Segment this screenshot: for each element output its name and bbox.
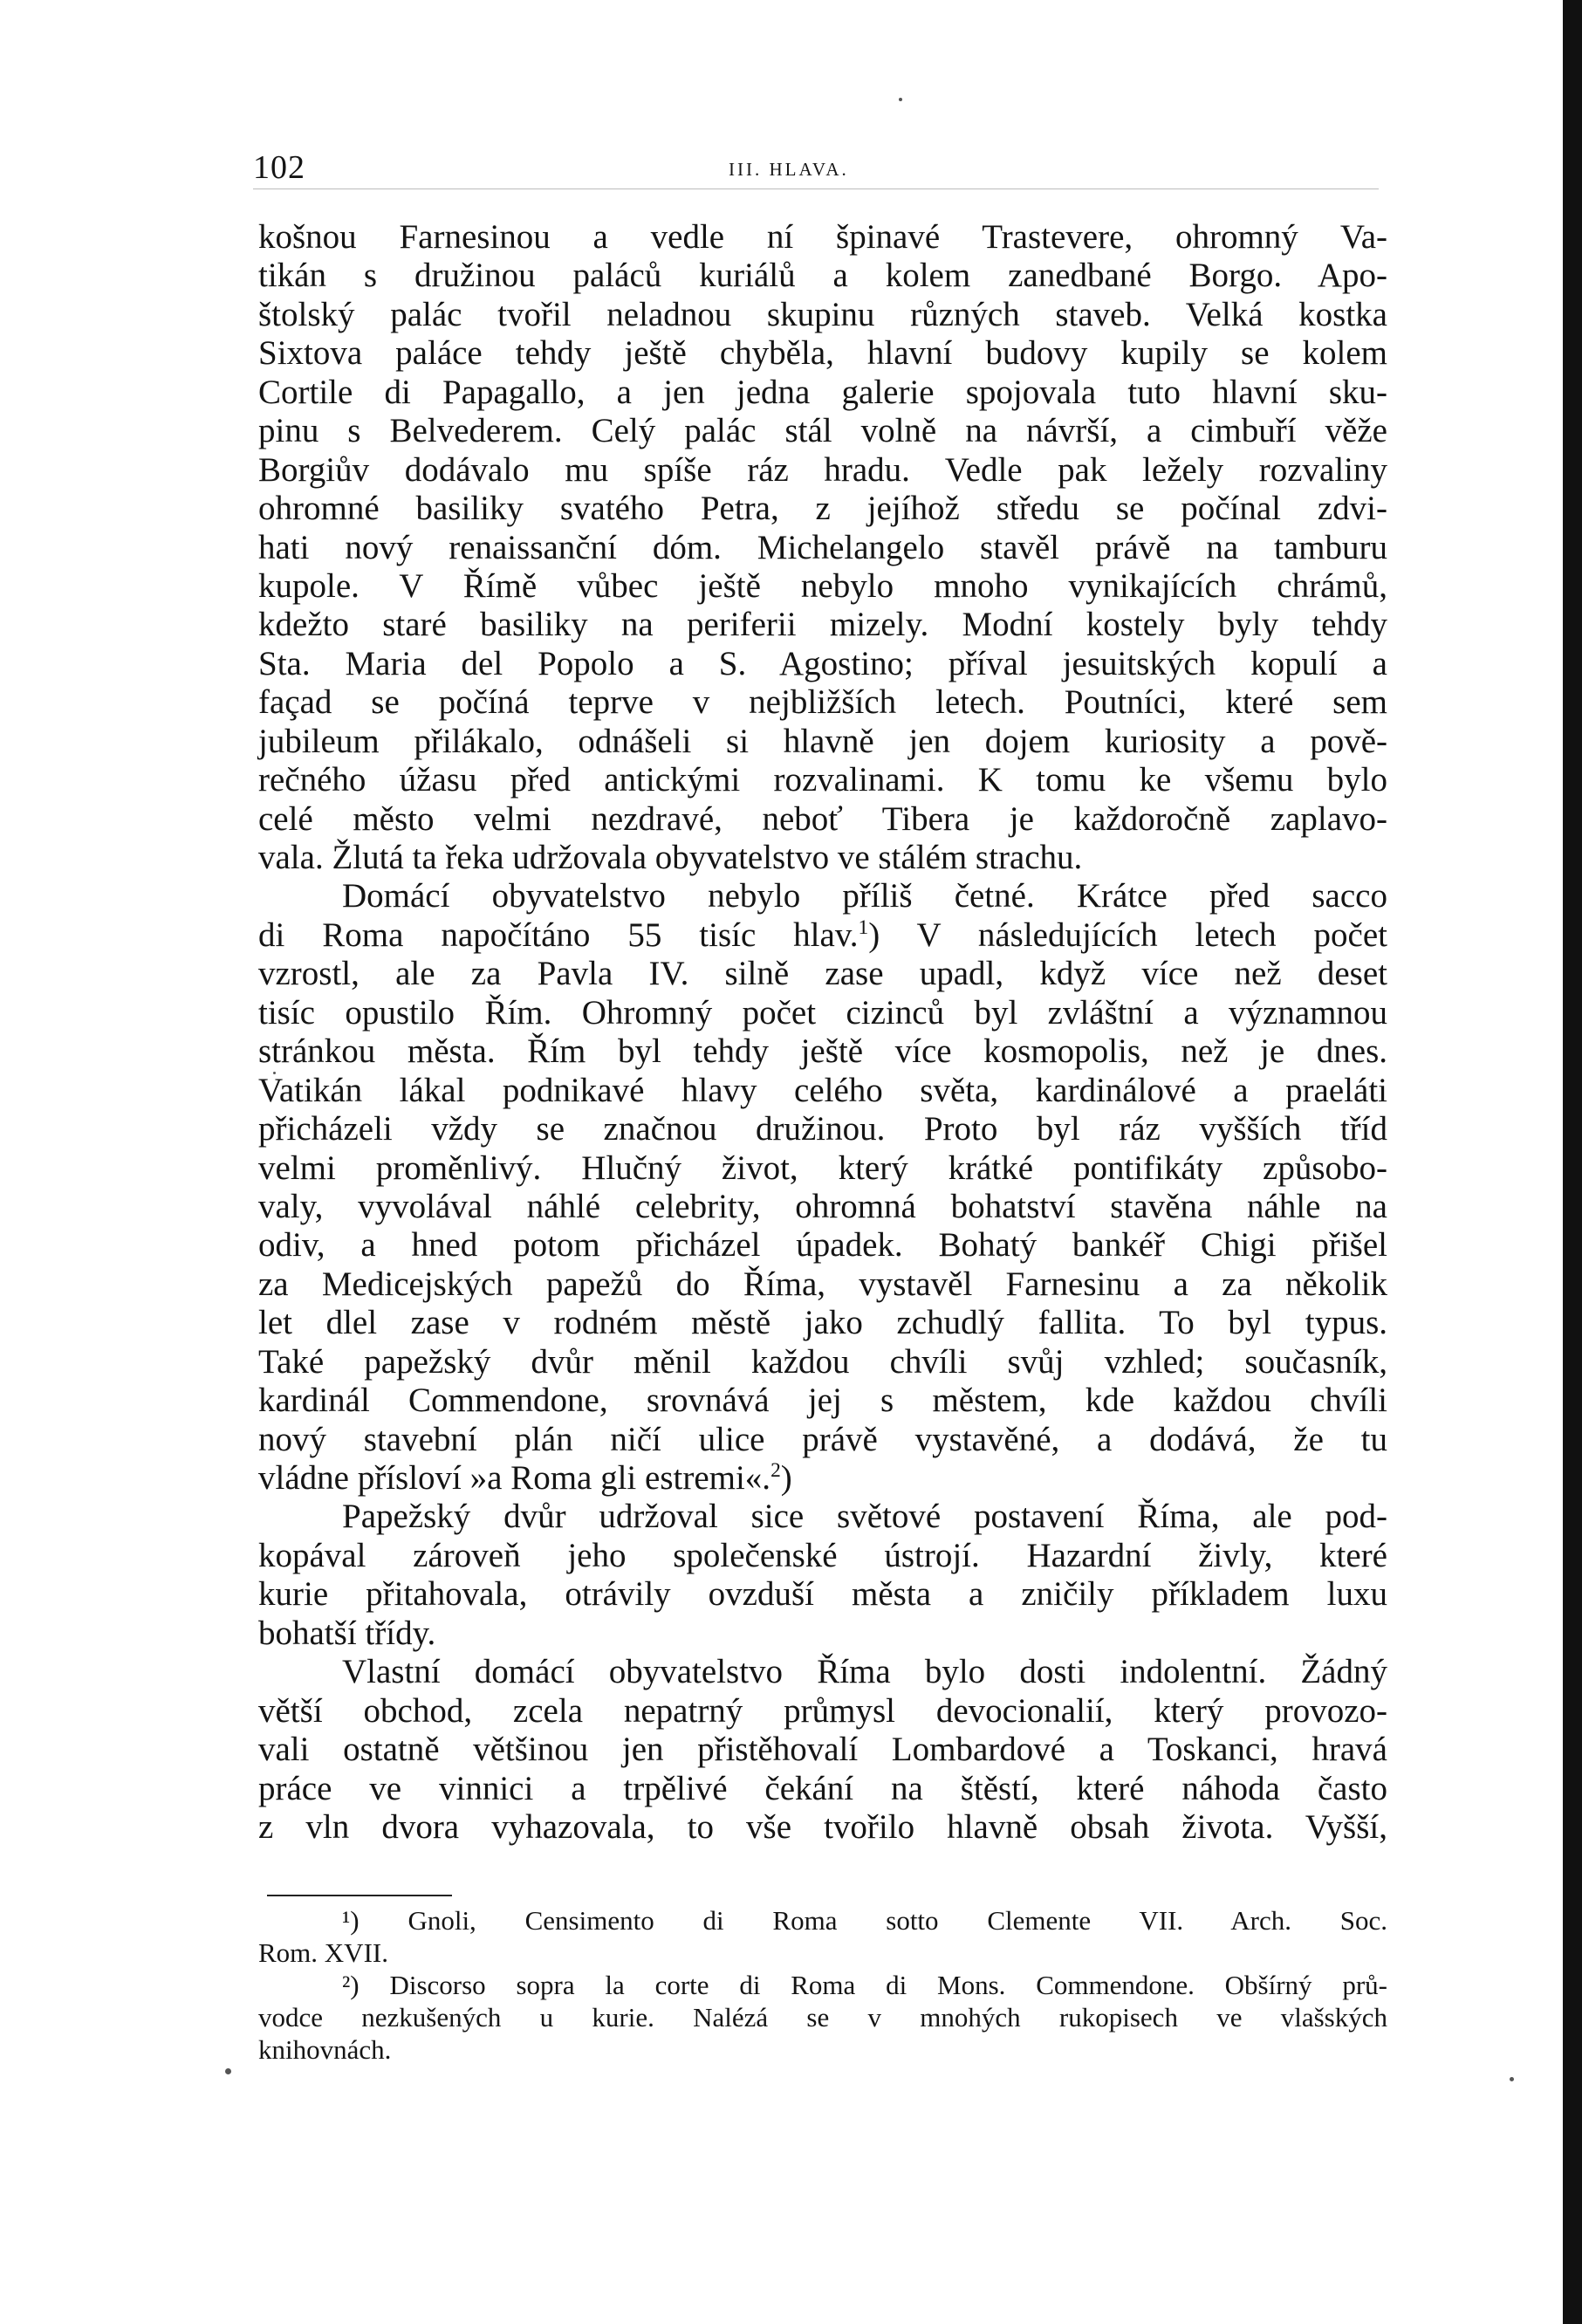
text-line: vala. Žlutá ta řeka udržovala obyvatelstvo ve stálém strachu.	[258, 839, 1083, 876]
footnotes	[258, 1904, 1387, 2066]
footnote-text: Gnoli, Censimento di Roma sotto Clemente VII. Arch. Soc.	[407, 1905, 1388, 1936]
footnote-ref-2: 2	[770, 1459, 781, 1482]
text-line: Papežský dvůr udržoval sice světové postavení Říma, ale pod-	[342, 1498, 1387, 1536]
text-line: hati nový renaissanční dóm. Michelangelo stavěl právě na tamburu	[258, 528, 1387, 566]
text-line: let dlel zase v rodném městě jako zchudlý fallita. To byl typus.	[258, 1304, 1387, 1342]
text-line: tikán s družinou paláců kuriálů a kolem zanedbané Borgo. Apo-	[258, 257, 1387, 295]
text-line: Vlastní domácí obyvatelstvo Říma bylo dosti indolentní. Žádný	[342, 1653, 1387, 1691]
scan-page-edge	[1563, 0, 1582, 2324]
text-line: velmi proměnlivý. Hlučný život, který krátké pontifikáty způsobo-	[258, 1148, 1387, 1187]
footnote-marker: ²)	[342, 1970, 360, 2000]
text-line: tisíc opustilo Řím. Ohromný počet cizinců byl zvláštní a významnou	[258, 993, 1387, 1032]
text-line-with-footnote: di Roma napočítáno 55 tisíc hlav.$^1$) V následujících letech počet	[258, 915, 1387, 954]
text-line: Cortile di Papagallo, a jen jedna galerie spojovala tuto hlavní sku-	[258, 373, 1387, 411]
footnote-line: Rom. XVII.	[258, 1937, 388, 1968]
text-line: vzrostl, ale za Pavla IV. silně zase upadl, když více než deset	[258, 955, 1387, 993]
scan-speck	[1510, 2077, 1514, 2081]
text-line: práce ve vinnici a trpělivé čekání na štěstí, které náhoda často	[258, 1769, 1387, 1807]
scan-speck	[899, 98, 902, 101]
footnote-rule	[267, 1895, 452, 1896]
text-line: z vln dvora vyhazovala, to vše tvořilo hlavně obsah života. Vyšší,	[258, 1807, 1387, 1846]
text-line: Vatikán lákal podnikavé hlavy celého světa, kardinálové a praeláti	[258, 1071, 1387, 1109]
text-line: Borgiův dodávalo mu spíše ráz hradu. Vedle pak ležely rozvaliny	[258, 450, 1387, 489]
text-line: za Medicejských papežů do Říma, vystavěl Farnesinu a za několik	[258, 1265, 1387, 1303]
text-line: ohromné basiliky svatého Petra, z jejíhož středu se počínal zdvi-	[258, 490, 1387, 528]
text-line-with-footnote: vládne přísloví »a Roma gli estremi«.$^2$)	[258, 1459, 792, 1497]
text-line: větší obchod, zcela nepatrný průmysl devocionalií, který provozo-	[258, 1691, 1387, 1730]
text-line: kopával zároveň jeho společenské ústrojí. Hazardní živly, které	[258, 1536, 1387, 1574]
text-line: odiv, a hned potom přicházel úpadek. Bohatý bankéř Chigi přišel	[258, 1226, 1387, 1265]
text-line: stránkou města. Řím byl tehdy ještě více kosmopolis, než je dnes.	[258, 1032, 1387, 1071]
text-fragment: V následujících letech počet	[916, 915, 1387, 954]
footnote-marker: ¹)	[342, 1905, 360, 1936]
text-line: kdežto staré basiliky na periferii mizely. Modní kostely byly tehdy	[258, 606, 1387, 644]
text-line: Domácí obyvatelstvo nebylo příliš četné. Krátce před sacco	[342, 877, 1387, 915]
text-line: façad se počíná teprve v nejbližších letech. Poutníci, které sem	[258, 683, 1387, 722]
footnote-line: knihovnách.	[258, 2034, 392, 2065]
scan-speck	[225, 2068, 231, 2074]
footnote-line: vodce nezkušených u kurie. Nalézá se v mnohých rukopisech ve vlašských	[258, 2002, 1387, 2033]
footnote-2	[258, 1969, 1387, 2001]
text-line: valy, vyvolával náhlé celebrity, ohromná bohatství stavěna náhle na	[258, 1187, 1387, 1225]
page-header	[253, 148, 1387, 192]
text-line: štolský palác tvořil neladnou skupinu různých staveb. Velká kostka	[258, 295, 1387, 333]
text-fragment: di Roma napočítáno 55 tisíc hlav.	[258, 915, 859, 954]
page-number: 102	[253, 149, 305, 186]
text-line: nový stavební plán ničí ulice právě vystavěné, a dodává, že tu	[258, 1420, 1387, 1458]
footnote-1	[258, 1904, 1387, 1937]
text-line: vali ostatně většinou jen přistěhovalí Lombardové a Toskanci, hravá	[258, 1731, 1387, 1769]
text-line: celé město velmi nezdravé, neboť Tibera je každoročně zaplavo-	[258, 799, 1387, 838]
body-text	[258, 218, 1387, 1847]
text-line: kupole. V Římě vůbec ještě nebylo mnoho vynikajících chrámů,	[258, 566, 1387, 605]
footnote-text: Discorso sopra la corte di Roma di Mons. Commendone. Obšírný prů-	[389, 1970, 1388, 2000]
text-line: rečného úžasu před antickými rozvalinami. K tomu ke všemu bylo	[258, 761, 1387, 799]
text-fragment: vládne přísloví »a Roma gli estremi«.	[258, 1459, 771, 1497]
text-line: kurie přitahovala, otrávily ovzduší města a zničily příkladem luxu	[258, 1575, 1387, 1614]
text-line: pinu s Belvederem. Celý palác stál volně na návrší, a cimbuří věže	[258, 412, 1387, 450]
footnote-ref-1: 1	[858, 915, 869, 939]
running-head: III. HLAVA.	[729, 159, 849, 180]
text-line: Také papežský dvůr měnil každou chvíli svůj vzhled; současník,	[258, 1342, 1387, 1381]
text-line: jubileum přilákalo, odnášeli si hlavně jen dojem kuriosity a pově-	[258, 722, 1387, 760]
text-line: Sixtova paláce tehdy ještě chyběla, hlavní budovy kupily se kolem	[258, 334, 1387, 373]
text-line: bohatší třídy.	[258, 1614, 436, 1652]
text-line: Sta. Maria del Popolo a S. Agostino; příval jesuitských kopulí a	[258, 644, 1387, 682]
text-line: košnou Farnesinou a vedle ní špinavé Trastevere, ohromný Va-	[258, 218, 1387, 256]
text-line: kardinál Commendone, srovnává jej s městem, kde každou chvíli	[258, 1381, 1387, 1420]
text-line: přicházeli vždy se značnou družinou. Proto byl ráz vyšších tříd	[258, 1110, 1387, 1148]
